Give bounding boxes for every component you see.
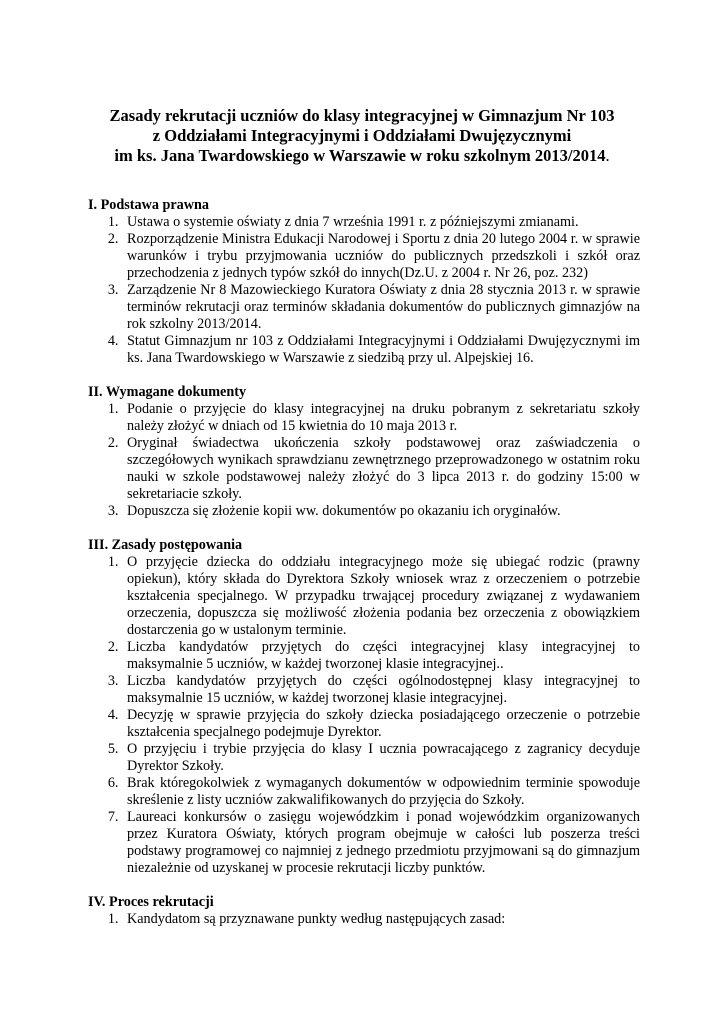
list-item: 3. Liczba kandydatów przyjętych do części ogólnodostępnej klasy integracyjnej to maksymalnie 15 uczniów, w każdej tworzonej klasie integracyjnej. [122, 673, 640, 707]
title-end-period: . [605, 146, 610, 165]
numbered-list [88, 214, 640, 367]
title-line-3 [60, 146, 664, 166]
section-recruitment-process [88, 894, 640, 928]
section-heading: I. Podstawa prawna [88, 197, 210, 213]
title-line-2: z Oddziałami Integracyjnymi i Oddziałami Dwujęzycznymi [152, 126, 572, 145]
title-line-1: Zasady rekrutacji uczniów do klasy integracyjnej w Gimnazjum Nr 103 [109, 106, 615, 125]
list-item: 7. Laureaci konkursów o zasięgu wojewódzkim i ponad wojewódzkim organizowanych przez Kuratora Oświaty, których program obejmuje w całości lub poszerza treści podstawy programowej co najmniej z jednego przedmiotu przyjmowani są do gimnazjum niezależnie od uzyskanej w procesie rekrutacji liczby punktów. [122, 809, 640, 877]
list-item: 1. Ustawa o systemie oświaty z dnia 7 września 1991 r. z późniejszymi zmianami. [122, 214, 640, 231]
numbered-list [88, 554, 640, 877]
numbered-list [88, 401, 640, 520]
section-procedure-rules [88, 537, 640, 877]
document-title [60, 106, 664, 166]
list-item: 1. Podanie o przyjęcie do klasy integracyjnej na druku pobranym z sekretariatu szkoły należy złożyć w dniach od 15 kwietnia do 10 maja 2013 r. [122, 401, 640, 435]
section-heading: IV. Proces rekrutacji [88, 894, 214, 910]
list-item: 4. Statut Gimnazjum nr 103 z Oddziałami Integracyjnymi i Oddziałami Dwujęzycznymi im ks. Jana Twardowskiego w Warszawie z siedzibą przy ul. Alpejskiej 16. [122, 333, 640, 367]
numbered-list [88, 911, 640, 928]
section-heading: III. Zasady postępowania [88, 537, 243, 553]
list-item: 6. Brak któregokolwiek z wymaganych dokumentów w odpowiednim terminie spowoduje skreślenie z listy uczniów zakwalifikowanych do przyjęcia do Szkoły. [122, 775, 640, 809]
section-legal-basis [88, 197, 640, 367]
list-item: 3. Dopuszcza się złożenie kopii ww. dokumentów po okazaniu ich oryginałów. [122, 503, 640, 520]
document-body [88, 197, 640, 928]
list-item: 2. Rozporządzenie Ministra Edukacji Narodowej i Sportu z dnia 20 lutego 2004 r. w sprawie warunków i trybu przyjmowania uczniów do publicznych przedszkoli i szkół oraz przechodzenia z jednych typów szkół do innych(Dz.U. z 2004 r. Nr 26, poz. 232) [122, 231, 640, 282]
list-item: 4. Decyzję w sprawie przyjęcia do szkoły dziecka posiadającego orzeczenie o potrzebie kształcenia specjalnego podejmuje Dyrektor. [122, 707, 640, 741]
section-required-documents [88, 384, 640, 520]
list-item: 3. Zarządzenie Nr 8 Mazowieckiego Kuratora Oświaty z dnia 28 stycznia 2013 r. w sprawie terminów rekrutacji oraz terminów składania dokumentów do publicznych gimnazjów na rok szkolny 2013/2014. [122, 282, 640, 333]
title-line-3-text: im ks. Jana Twardowskiego w Warszawie w roku szkolnym 2013/2014 [114, 146, 606, 165]
list-item: 1. Kandydatom są przyznawane punkty według następujących zasad: [122, 911, 640, 928]
list-item: 1. O przyjęcie dziecka do oddziału integracyjnego może się ubiegać rodzic (prawny opiekun), który składa do Dyrektora Szkoły wniosek wraz z orzeczeniem o potrzebie kształcenia specjalnego. W przypadku trwającej procedury związanej z wydawaniem orzeczenia, dopuszcza się możliwość złożenia podania bez orzeczenia z obowiązkiem dostarczenia go w ustalonym terminie. [122, 554, 640, 639]
list-item: 5. O przyjęciu i trybie przyjęcia do klasy I ucznia powracającego z zagranicy decyduje Dyrektor Szkoły. [122, 741, 640, 775]
list-item: 2. Liczba kandydatów przyjętych do części integracyjnej klasy integracyjnej to maksymalnie 5 uczniów, w każdej tworzonej klasie integracyjnej.. [122, 639, 640, 673]
section-heading: II. Wymagane dokumenty [88, 384, 247, 400]
list-item: 2. Oryginał świadectwa ukończenia szkoły podstawowej oraz zaświadczenia o szczegółowych wynikach sprawdzianu zewnętrznego przeprowadzonego w ostatnim roku nauki w szkole podstawowej należy złożyć do 3 lipca 2013 r. do godziny 15:00 w sekretariacie szkoły. [122, 435, 640, 503]
